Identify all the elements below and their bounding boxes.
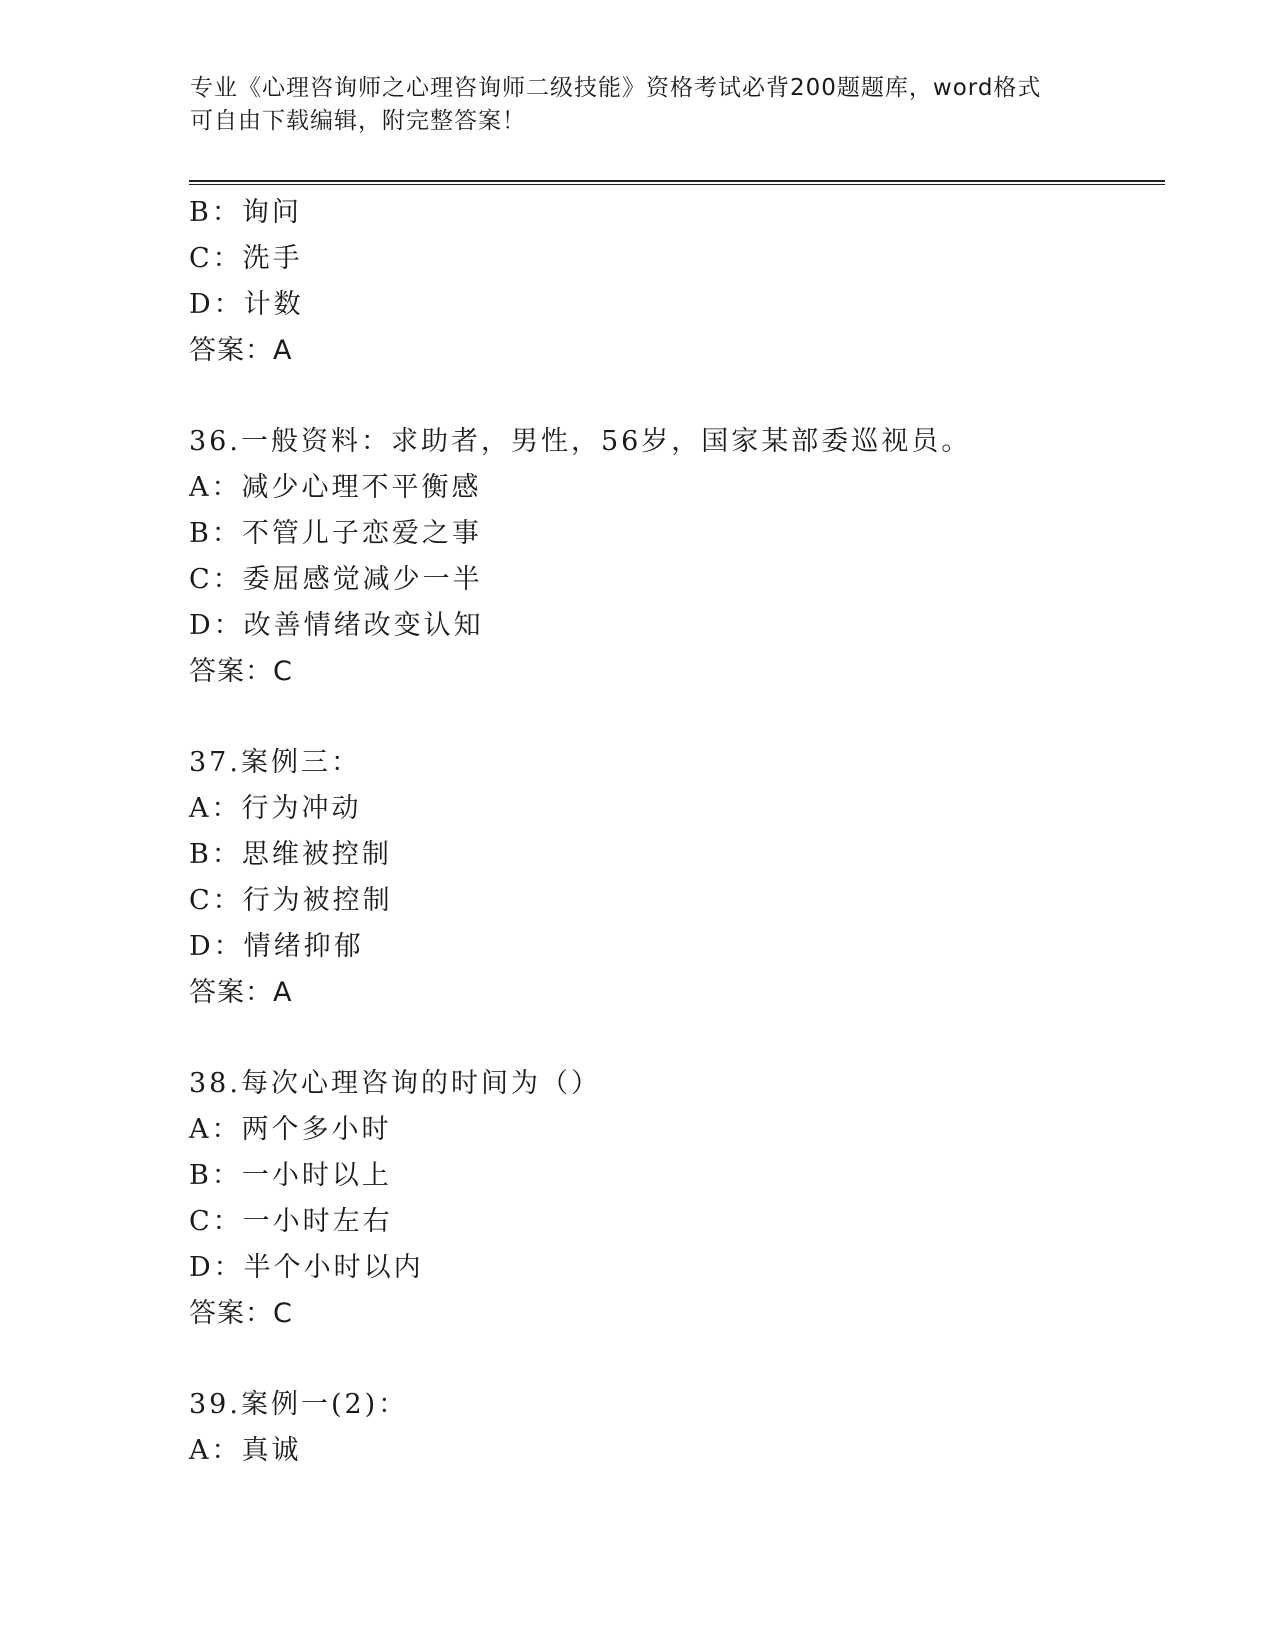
question-spacer — [189, 374, 1169, 419]
answer-line: 答案：A — [189, 977, 293, 1008]
header-divider-thick — [189, 180, 1165, 182]
option-b: B：询问 — [189, 197, 302, 228]
question-spacer — [189, 1016, 1169, 1061]
question-spacer — [189, 695, 1169, 740]
header-title-line-2: 可自由下载编辑，附完整答案！ — [190, 108, 526, 134]
answer-line: 答案：C — [189, 656, 293, 687]
answer-line: 答案：A — [189, 335, 293, 366]
question-spacer — [189, 1337, 1169, 1382]
document-header — [190, 72, 1090, 138]
question-stem: 37.案例三： — [189, 747, 361, 778]
question-35-continued — [189, 190, 1169, 374]
option-c: C：一小时左右 — [189, 1206, 393, 1237]
question-39 — [189, 1382, 1169, 1474]
header-title-line-1: 专业《心理咨询师之心理咨询师二级技能》资格考试必背200题题库，word格式 — [190, 75, 1042, 101]
option-a: A：真诚 — [189, 1435, 302, 1466]
question-37 — [189, 740, 1169, 1016]
option-d: D：改善情绪改变认知 — [189, 610, 484, 641]
question-stem: 38.每次心理咨询的时间为（） — [189, 1068, 601, 1099]
option-a: A：减少心理不平衡感 — [189, 472, 482, 503]
option-d: D：计数 — [189, 289, 304, 320]
answer-line: 答案：C — [189, 1298, 293, 1329]
option-c: C：委屈感觉减少一半 — [189, 564, 483, 595]
option-a: A：两个多小时 — [189, 1114, 392, 1145]
question-stem: 39.案例一(2)： — [189, 1389, 409, 1420]
question-stem: 36.一般资料：求助者，男性，56岁，国家某部委巡视员。 — [189, 426, 972, 457]
option-b: B：思维被控制 — [189, 839, 392, 870]
question-38 — [189, 1061, 1169, 1337]
option-b: B：不管儿子恋爱之事 — [189, 518, 482, 549]
question-list — [189, 190, 1169, 1474]
option-c: C：行为被控制 — [189, 885, 393, 916]
option-a: A：行为冲动 — [189, 793, 362, 824]
option-d: D：情绪抑郁 — [189, 931, 364, 962]
option-d: D：半个小时以内 — [189, 1252, 424, 1283]
question-36 — [189, 419, 1169, 695]
header-divider-thin — [189, 184, 1165, 185]
option-b: B：一小时以上 — [189, 1160, 392, 1191]
option-c: C：洗手 — [189, 243, 303, 274]
